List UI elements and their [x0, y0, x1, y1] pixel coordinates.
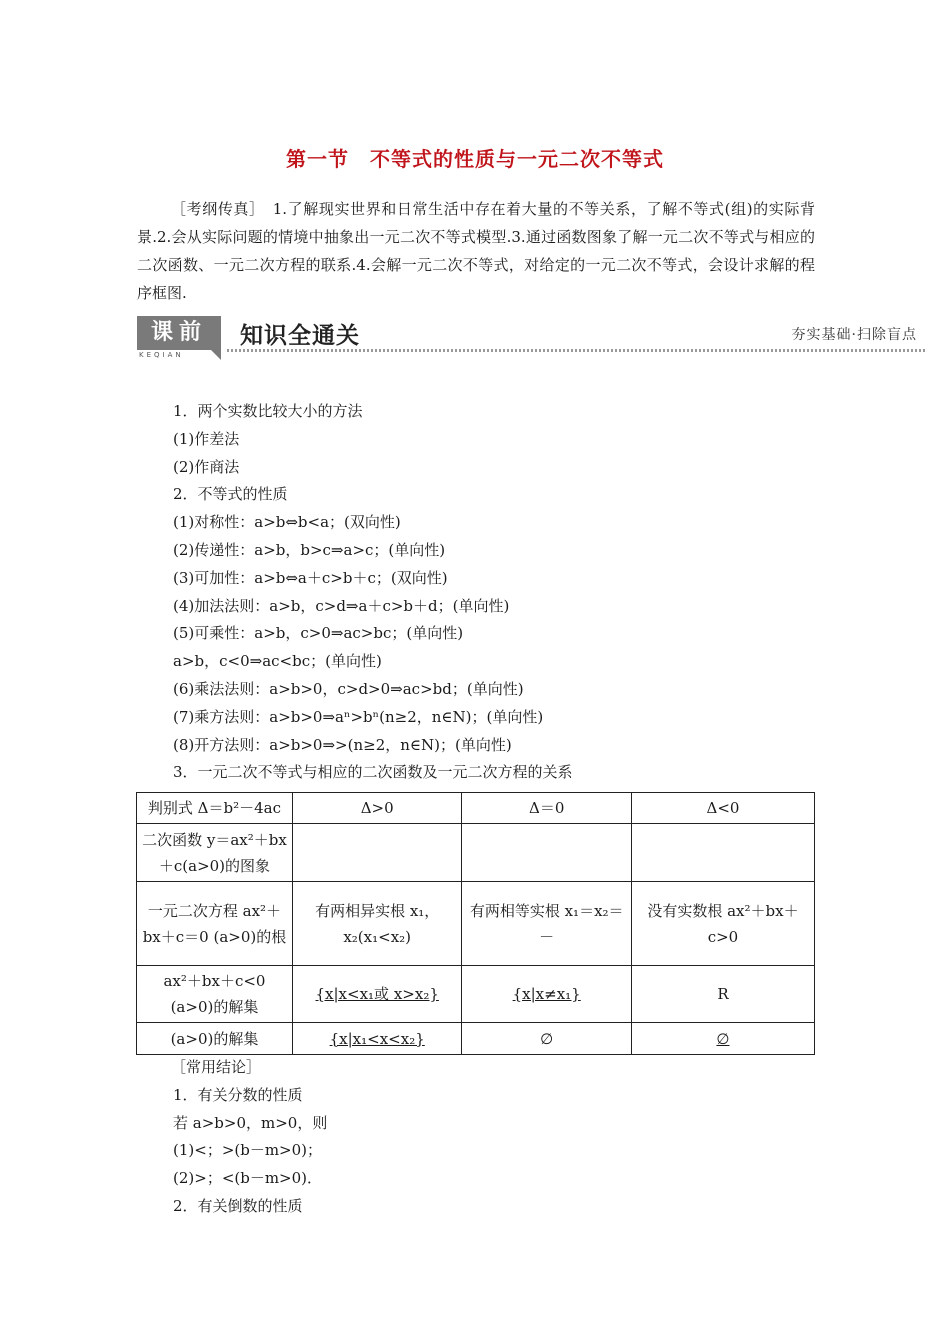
body-line: 1．有关分数的性质	[173, 1085, 303, 1104]
table-row	[137, 824, 815, 882]
table-cell: 判别式 Δ＝b²－4ac	[137, 793, 293, 824]
table-cell: 有两相异实根 x₁，x₂(x₁<x₂)	[292, 882, 462, 966]
table-cell: Δ<0	[631, 793, 814, 824]
body-line: 2．有关倒数的性质	[173, 1196, 303, 1215]
banner-right-text: 夯实基础·扫除盲点	[791, 327, 917, 343]
body-line: 1．两个实数比较大小的方法	[173, 402, 363, 420]
knowledge-body	[173, 398, 833, 787]
body-line: (6)乘法法则：a>b>0，c>d>0⇒ac>bd；(单向性)	[173, 679, 524, 698]
table-row	[137, 966, 815, 1023]
body-line: (4)加法法则：a>b，c>d⇒a＋c>b＋d；(单向性)	[173, 596, 510, 615]
table-cell: 有两相等实根 x₁＝x₂＝－	[462, 882, 632, 966]
syllabus-intro: ［考纲传真］ 1.了解现实世界和日常生活中存在着大量的不等关系，了解不等式(组)的实际背景.2.会从实际问题的情境中抽象出一元二次不等式模型.3.通过函数图象了解一元二次不等式与相应的二次函数、一元二次方程的联系.4.会解一元二次不等式，对给定的一元二次不等式，会设计求解的程序框图.	[137, 200, 815, 302]
body-line: (5)可乘性：a>b，c>0⇒ac>bc；(单向性)	[173, 624, 464, 643]
body-line: (2)>；<(b－m>0)．	[173, 1169, 323, 1188]
table-cell: Δ＝0	[462, 793, 632, 824]
table-cell	[292, 824, 462, 882]
table-row	[137, 1023, 815, 1055]
table-cell	[462, 824, 632, 882]
table-cell: R	[631, 966, 814, 1023]
body-line: (8)开方法则：a>b>0⇒>(n≥2，n∈N)；(单向性)	[173, 735, 512, 754]
banner-corner	[207, 346, 221, 360]
section-banner	[137, 316, 929, 362]
body-line: (3)可加性：a>b⇔a＋c>b＋c；(双向性)	[173, 568, 448, 587]
common-conclusions	[173, 1054, 833, 1221]
page-title: 第一节 不等式的性质与一元二次不等式	[286, 147, 664, 171]
table-cell: 一元二次方程 ax²＋bx＋c＝0 (a>0)的根	[137, 882, 293, 966]
table-cell: {x|x≠x₁}	[462, 966, 632, 1023]
banner-heading: 知识全通关	[240, 323, 360, 349]
table-cell: ∅	[462, 1023, 632, 1055]
body-line: (1)<；>(b－m>0)；	[173, 1141, 323, 1160]
banner-sub-label: KEQIAN	[139, 351, 184, 359]
table-cell: (a>0)的解集	[137, 1023, 293, 1055]
table-row	[137, 882, 815, 966]
table-cell: 二次函数 y＝ax²＋bx＋c(a>0)的图象	[137, 824, 293, 882]
body-line: 3．一元二次不等式与相应的二次函数及一元二次方程的关系	[173, 763, 573, 782]
body-line: (2)作商法	[173, 457, 240, 476]
table-row	[137, 793, 815, 824]
body-line: 2．不等式的性质	[173, 485, 288, 504]
table-cell: ∅	[631, 1023, 814, 1055]
banner-rule	[227, 349, 927, 352]
body-line: (7)乘方法则：a>b>0⇒aⁿ>bⁿ(n≥2，n∈N)；(单向性)	[173, 707, 544, 726]
table-cell	[631, 824, 814, 882]
body-line: a>b，c<0⇒ac<bc；(单向性)	[173, 652, 382, 671]
table-cell: Δ>0	[292, 793, 462, 824]
body-line: (2)传递性：a>b，b>c⇒a>c；(单向性)	[173, 540, 446, 559]
table-cell: {x|x<x₁或 x>x₂}	[292, 966, 462, 1023]
table-cell: {x|x₁<x<x₂}	[292, 1023, 462, 1055]
body-line: (1)作差法	[173, 429, 240, 448]
relation-table	[136, 792, 815, 1055]
body-line: 若 a>b>0，m>0，则	[173, 1113, 328, 1132]
body-line: (1)对称性：a>b⇔b<a；(双向性)	[173, 513, 401, 532]
banner-box-label: 课前	[137, 316, 221, 350]
body-line: ［常用结论］	[171, 1058, 262, 1076]
table-cell: 没有实数根 ax²＋bx＋c>0	[631, 882, 814, 966]
table-cell: ax²＋bx＋c<0 (a>0)的解集	[137, 966, 293, 1023]
